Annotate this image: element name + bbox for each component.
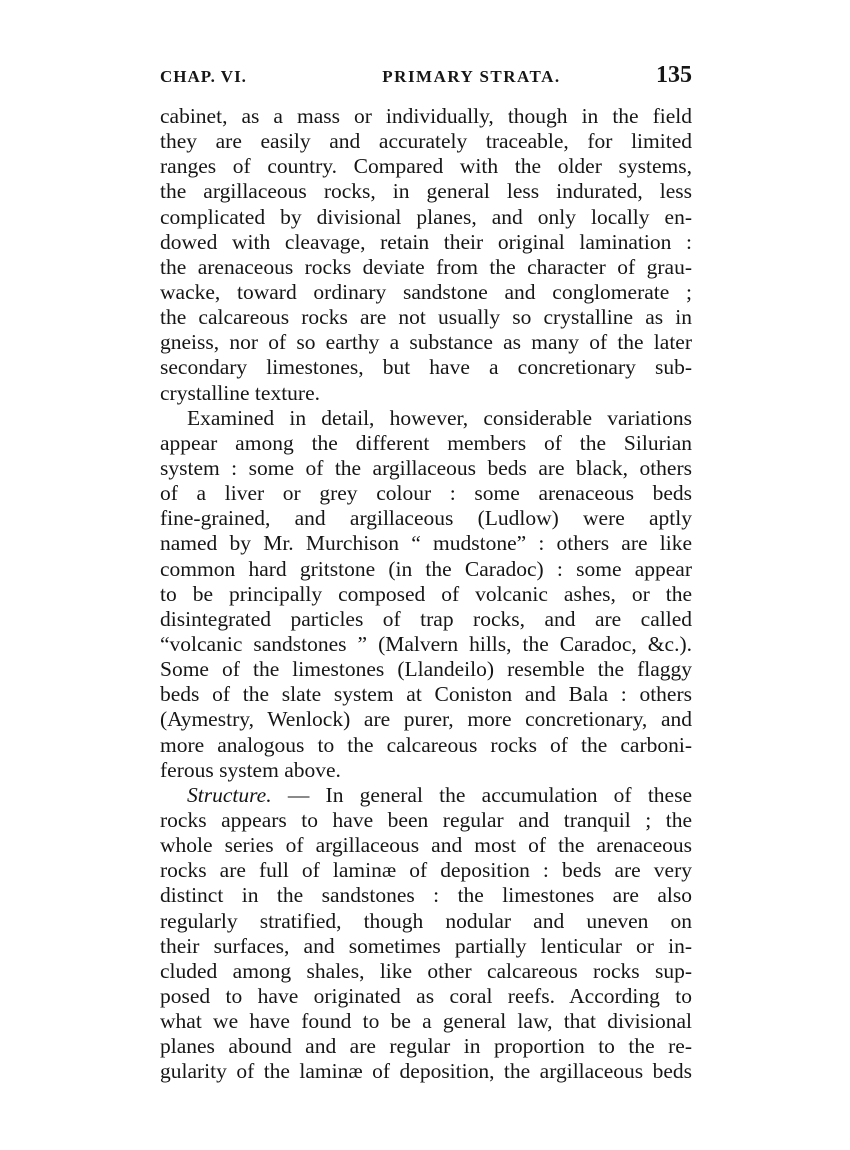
line-text: cluded among shales, like other calcareous rocks sup- bbox=[160, 958, 692, 983]
text-line bbox=[160, 330, 692, 355]
page-number: 135 bbox=[656, 62, 692, 88]
text-line bbox=[160, 582, 692, 607]
text-line bbox=[160, 808, 692, 833]
line-text: — In general the accumulation of these bbox=[271, 782, 692, 807]
text-line bbox=[160, 934, 692, 959]
text-line bbox=[160, 632, 692, 657]
text-line bbox=[160, 481, 692, 506]
text-line bbox=[160, 1009, 692, 1034]
line-text: (Aymestry, Wenlock) are purer, more concretionary, and bbox=[160, 707, 692, 732]
body-text bbox=[160, 104, 692, 1084]
text-line bbox=[160, 431, 692, 456]
text-line bbox=[160, 733, 692, 758]
line-text: dowed with cleavage, retain their original lamination : bbox=[160, 229, 692, 254]
text-line bbox=[160, 255, 692, 280]
line-text: they are easily and accurately traceable, for limited bbox=[160, 129, 692, 154]
text-line bbox=[160, 607, 692, 632]
text-line bbox=[160, 531, 692, 556]
line-text: the argillaceous rocks, in general less indurated, less bbox=[160, 179, 692, 204]
line-text: of a liver or grey colour : some arenaceous beds bbox=[160, 481, 692, 506]
line-text: distinct in the sandstones : the limestones are also bbox=[160, 883, 692, 908]
line-text: posed to have originated as coral reefs. According to bbox=[160, 983, 692, 1008]
text-line bbox=[160, 833, 692, 858]
text-line bbox=[160, 280, 692, 305]
line-text: regularly stratified, though nodular and uneven on bbox=[160, 908, 692, 933]
line-text: wacke, toward ordinary sandstone and conglomerate ; bbox=[160, 279, 692, 304]
section-heading: Structure. bbox=[187, 782, 272, 807]
text-line bbox=[160, 305, 692, 330]
line-text: ferous system above. bbox=[160, 757, 341, 782]
line-text: planes abound and are regular in proportion to the re- bbox=[160, 1034, 692, 1059]
text-line bbox=[160, 883, 692, 908]
text-line bbox=[160, 104, 692, 129]
line-text: gularity of the laminæ of deposition, the argillaceous beds bbox=[160, 1059, 692, 1084]
line-text: Examined in detail, however, considerable variations bbox=[187, 405, 692, 430]
text-line bbox=[160, 657, 692, 682]
line-text: beds of the slate system at Coniston and Bala : others bbox=[160, 682, 692, 707]
line-text: the arenaceous rocks deviate from the character of grau- bbox=[160, 254, 692, 279]
text-line bbox=[160, 984, 692, 1009]
text-line bbox=[160, 557, 692, 582]
line-text: appear among the different members of the Silurian bbox=[160, 430, 692, 455]
line-text: rocks are full of laminæ of deposition : beds are very bbox=[160, 858, 692, 883]
line-text: rocks appears to have been regular and tranquil ; the bbox=[160, 807, 692, 832]
line-text: “volcanic sandstones ” (Malvern hills, the Caradoc, &c.). bbox=[160, 631, 692, 656]
line-text: system : some of the argillaceous beds are black, others bbox=[160, 455, 692, 480]
text-line bbox=[160, 758, 692, 783]
text-line bbox=[160, 682, 692, 707]
line-text: common hard gritstone (in the Caradoc) : some appear bbox=[160, 556, 692, 581]
chapter-label: CHAP. VI. bbox=[160, 67, 247, 86]
line-text: the calcareous rocks are not usually so crystalline as in bbox=[160, 305, 692, 330]
line-text: more analogous to the calcareous rocks of the carboni- bbox=[160, 732, 692, 757]
running-head bbox=[160, 62, 692, 92]
text-line bbox=[160, 154, 692, 179]
text-line bbox=[160, 506, 692, 531]
line-text: named by Mr. Murchison “ mudstone” : others are like bbox=[160, 531, 692, 556]
text-line bbox=[160, 1059, 692, 1084]
line-text: ranges of country. Compared with the older systems, bbox=[160, 154, 692, 179]
line-text: fine-grained, and argillaceous (Ludlow) were aptly bbox=[160, 506, 692, 531]
text-line bbox=[160, 355, 692, 380]
text-line bbox=[160, 1034, 692, 1059]
line-text: whole series of argillaceous and most of the arenaceous bbox=[160, 833, 692, 858]
line-text: what we have found to be a general law, that divisional bbox=[160, 1009, 692, 1034]
line-text: secondary limestones, but have a concretionary sub- bbox=[160, 355, 692, 380]
line-text: cabinet, as a mass or individually, though in the field bbox=[160, 104, 692, 128]
text-line bbox=[160, 909, 692, 934]
line-text: disintegrated particles of trap rocks, and are called bbox=[160, 606, 692, 631]
text-line bbox=[160, 381, 692, 406]
line-text: complicated by divisional planes, and only locally en- bbox=[160, 204, 692, 229]
text-line bbox=[160, 707, 692, 732]
line-text: crystalline texture. bbox=[160, 380, 320, 405]
text-line bbox=[160, 858, 692, 883]
text-line bbox=[160, 230, 692, 255]
text-line bbox=[160, 783, 692, 808]
text-line bbox=[160, 456, 692, 481]
line-text: gneiss, nor of so earthy a substance as many of the later bbox=[160, 330, 692, 355]
running-title: PRIMARY STRATA. bbox=[382, 67, 561, 86]
text-line bbox=[160, 129, 692, 154]
text-line bbox=[160, 959, 692, 984]
line-text: Some of the limestones (Llandeilo) resemble the flaggy bbox=[160, 657, 692, 682]
text-line bbox=[160, 179, 692, 204]
line-text: to be principally composed of volcanic ashes, or the bbox=[160, 581, 692, 606]
text-line bbox=[160, 205, 692, 230]
text-line bbox=[160, 406, 692, 431]
line-text: their surfaces, and sometimes partially lenticular or in- bbox=[160, 933, 692, 958]
